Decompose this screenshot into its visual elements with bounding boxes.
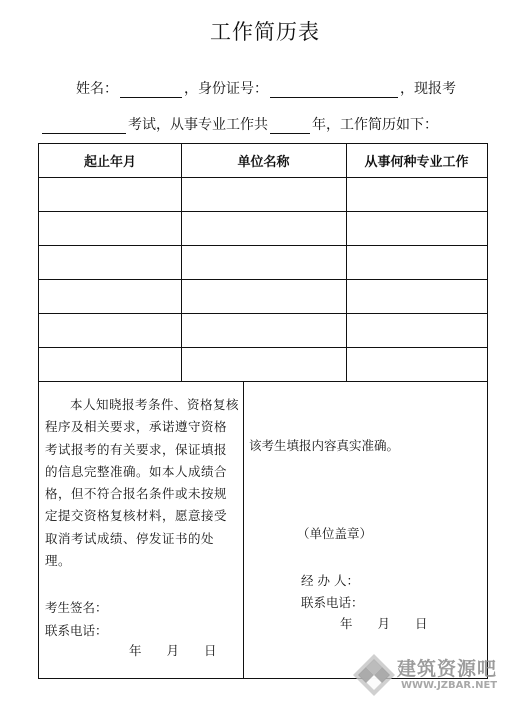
header-period: 起止年月	[83, 155, 136, 170]
page-title: 工作简历表	[210, 20, 320, 44]
info-line-1	[76, 78, 456, 98]
row-divider	[39, 245, 487, 246]
name-label: 姓名：	[76, 81, 118, 97]
unit-seal-label: （单位盖章）	[297, 526, 373, 541]
declaration-text: 本人知晓报考条件、资格复核程序及相关要求，承诺遵守资格考试报考的有关要求，保证填报的信息完整准确。如本人成绩合格，但不符合报名条件或未按规定提交资格复核材料，愿意接受取消考试成绩、停发证书的处理。	[45, 397, 240, 569]
row-divider	[39, 313, 487, 314]
years-label: 年，工作简历如下：	[312, 117, 438, 133]
column-divider	[181, 144, 182, 381]
applicant-phone-label: 联系电话：	[45, 623, 108, 638]
watermark-url: WWW.JZBAR.NET	[401, 680, 498, 691]
id-number-blank[interactable]	[270, 81, 398, 98]
id-label: ，身份证号：	[184, 81, 268, 97]
column-divider	[346, 144, 347, 381]
signature-label: 考生签名：	[45, 600, 108, 615]
row-divider	[39, 177, 487, 178]
handler-label: 经 办 人：	[301, 573, 359, 588]
diamond-logo-icon	[349, 652, 399, 698]
years-blank[interactable]	[270, 117, 310, 134]
watermark-logo	[349, 652, 524, 698]
watermark-name: 建筑资源吧	[397, 658, 498, 680]
header-specialty: 从事何种专业工作	[364, 155, 469, 170]
row-divider	[39, 381, 487, 382]
resume-table	[38, 143, 488, 679]
applicant-date: 年 月 日	[129, 643, 217, 658]
header-unit-name: 单位名称	[237, 155, 290, 170]
exam-label: 考试，从事专业工作共	[128, 117, 268, 133]
info-line-2	[40, 114, 438, 134]
section-divider	[243, 381, 244, 678]
row-divider	[39, 347, 487, 348]
row-divider	[39, 279, 487, 280]
unit-date: 年 月 日	[340, 616, 428, 631]
name-blank[interactable]	[120, 81, 182, 98]
unit-phone-label: 联系电话：	[301, 595, 364, 610]
apply-label: ，现报考	[400, 81, 456, 97]
exam-blank[interactable]	[42, 117, 126, 134]
verification-text: 该考生填报内容真实准确。	[249, 438, 400, 453]
row-divider	[39, 211, 487, 212]
